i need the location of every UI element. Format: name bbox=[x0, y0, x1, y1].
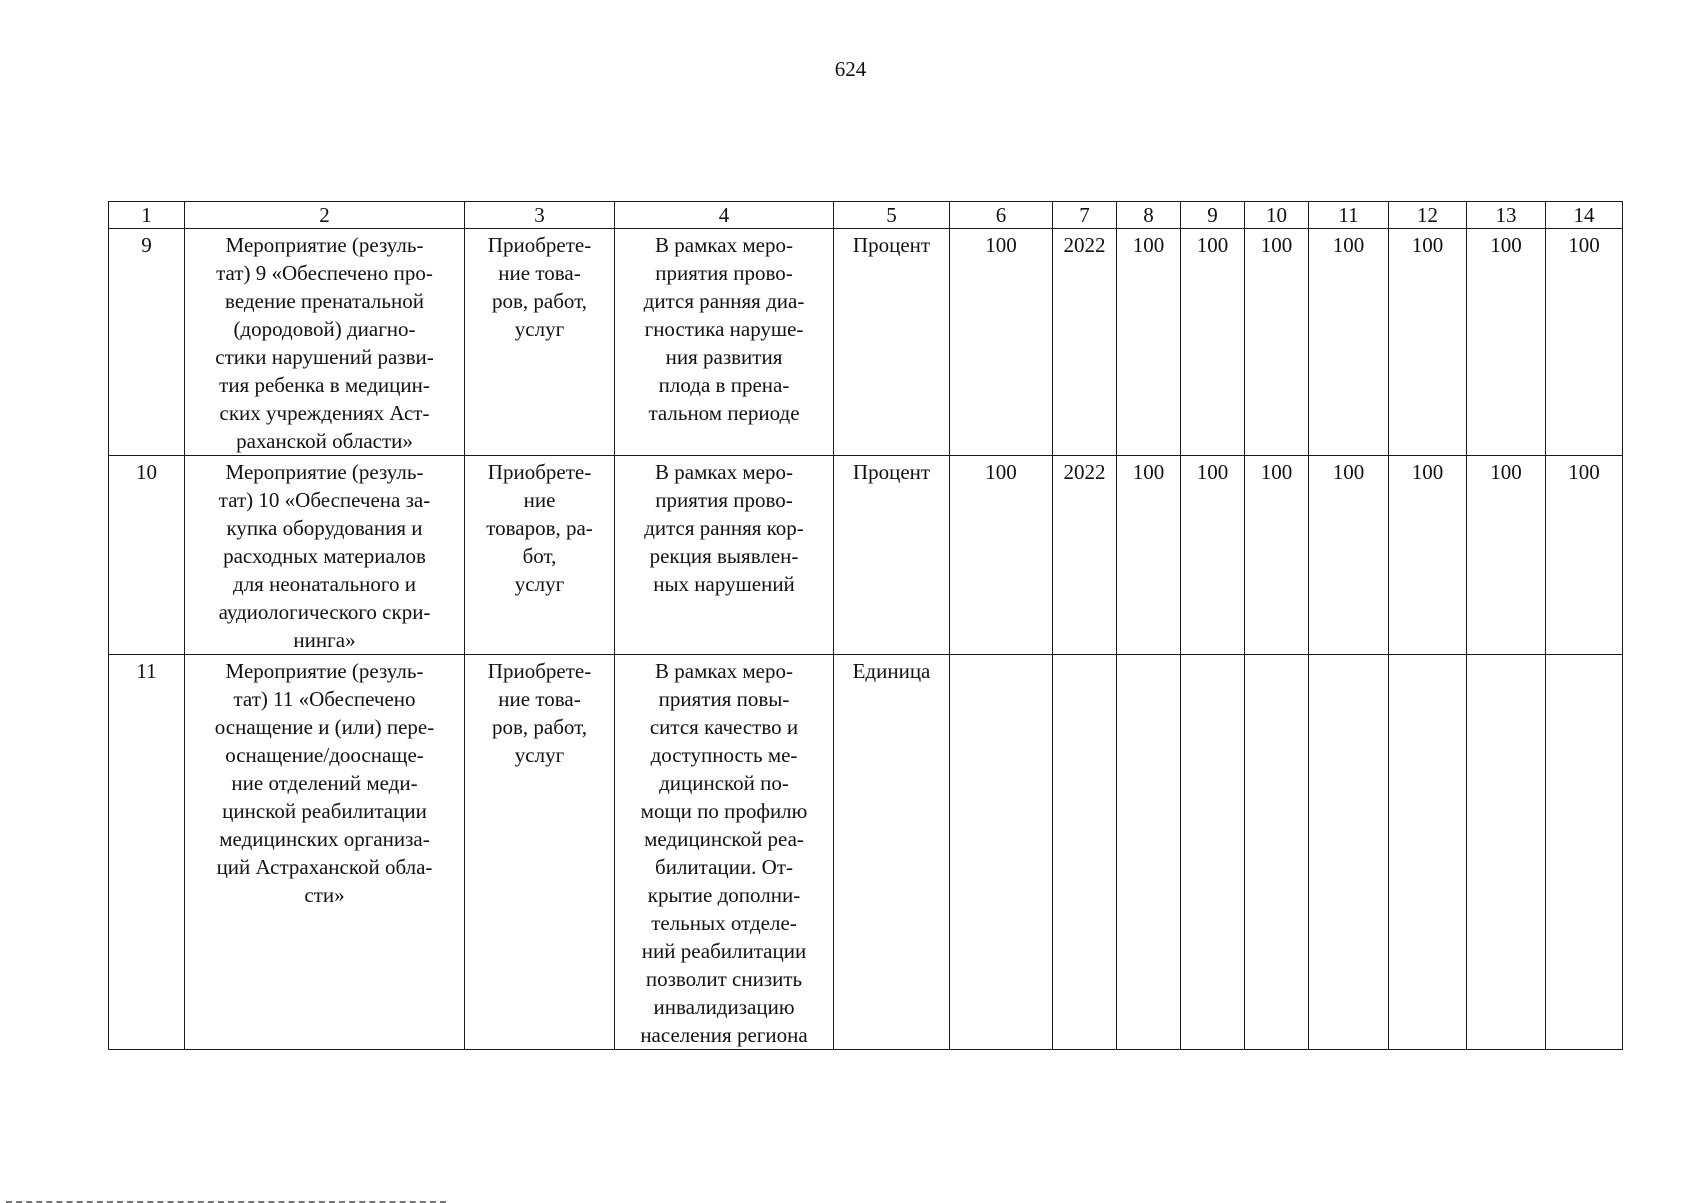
header-cell-7: 7 bbox=[1053, 202, 1117, 229]
header-cell-12: 12 bbox=[1389, 202, 1467, 229]
value-cell-14: 100 bbox=[1546, 229, 1623, 456]
event-description bbox=[615, 655, 834, 1050]
event-name-line: ций Астраханской обла- bbox=[216, 855, 433, 879]
event-name-line: ских учреждениях Аст- bbox=[219, 401, 430, 425]
event-name-line: аудиологического скри- bbox=[218, 600, 431, 624]
header-cell-11: 11 bbox=[1309, 202, 1389, 229]
event-name-line: стики нарушений разви- bbox=[215, 345, 434, 369]
value-cell-11: 100 bbox=[1309, 229, 1389, 456]
event-type bbox=[465, 655, 615, 1050]
event-type-line: товаров, ра- bbox=[486, 516, 593, 540]
event-description-line: приятия прово- bbox=[655, 261, 793, 285]
event-name-line: медицинских организа- bbox=[219, 827, 430, 851]
event-name-line: Мероприятие (резуль- bbox=[225, 659, 424, 683]
value-cell-12: 100 bbox=[1389, 229, 1467, 456]
value-cell-8: 100 bbox=[1117, 456, 1181, 655]
event-description bbox=[615, 456, 834, 655]
event-description-line: В рамках меро- bbox=[655, 460, 793, 484]
event-name-line: сти» bbox=[304, 883, 345, 907]
value-cell-8 bbox=[1117, 655, 1181, 1050]
event-description-line: медицинской реа- bbox=[644, 827, 804, 851]
value-cell-7: 2022 bbox=[1053, 229, 1117, 456]
event-name-line: ведение пренатальной bbox=[225, 289, 424, 313]
event-name-line: цинской реабилитации bbox=[222, 799, 427, 823]
event-type-line: ние това- bbox=[498, 261, 581, 285]
event-type-line: Приобрете- bbox=[487, 233, 592, 257]
event-description-line: тельных отделе- bbox=[651, 911, 797, 935]
event-type-line: ров, работ, bbox=[492, 715, 587, 739]
header-cell-5: 5 bbox=[834, 202, 950, 229]
page-number: 624 bbox=[834, 57, 867, 81]
indicators-table bbox=[108, 201, 1623, 1050]
value-cell-7: 2022 bbox=[1053, 456, 1117, 655]
value-cell-6: 100 bbox=[950, 456, 1053, 655]
unit-cell: Процент bbox=[834, 456, 950, 655]
event-type-line: услуг bbox=[514, 317, 565, 341]
unit-cell: Процент bbox=[834, 229, 950, 456]
value-cell-13: 100 bbox=[1467, 456, 1546, 655]
value-cell-8: 100 bbox=[1117, 229, 1181, 456]
event-description-line: позволит снизить bbox=[645, 967, 803, 991]
event-name-line: оснащение/дооснаще- bbox=[225, 743, 424, 767]
value-cell-9 bbox=[1181, 655, 1245, 1050]
event-description-line: приятия прово- bbox=[655, 488, 793, 512]
event-description-line: ния развития bbox=[665, 345, 783, 369]
event-description-line: тальном периоде bbox=[648, 401, 800, 425]
event-type-line: услуг bbox=[514, 572, 565, 596]
value-cell-7 bbox=[1053, 655, 1117, 1050]
row-number: 10 bbox=[109, 456, 185, 655]
header-cell-10: 10 bbox=[1245, 202, 1309, 229]
row-number: 11 bbox=[109, 655, 185, 1050]
event-name-line: расходных материалов bbox=[223, 544, 426, 568]
event-type-line: ров, работ, bbox=[492, 289, 587, 313]
header-cell-4: 4 bbox=[615, 202, 834, 229]
event-type-line: Приобрете- bbox=[487, 659, 592, 683]
event-name-line: оснащение и (или) пере- bbox=[214, 715, 435, 739]
event-type-line: ние bbox=[523, 488, 556, 512]
header-cell-1: 1 bbox=[109, 202, 185, 229]
header-cell-2: 2 bbox=[185, 202, 465, 229]
event-type bbox=[465, 456, 615, 655]
event-name-line: Мероприятие (резуль- bbox=[225, 233, 424, 257]
event-name-line: для неонатального и bbox=[233, 572, 416, 596]
event-name-line: Мероприятие (резуль- bbox=[225, 460, 424, 484]
unit-cell: Единица bbox=[834, 655, 950, 1050]
value-cell-13: 100 bbox=[1467, 229, 1546, 456]
value-cell-10: 100 bbox=[1245, 456, 1309, 655]
event-description-line: рекция выявлен- bbox=[649, 544, 799, 568]
event-description-line: сится качество и bbox=[649, 715, 799, 739]
value-cell-10 bbox=[1245, 655, 1309, 1050]
value-cell-10: 100 bbox=[1245, 229, 1309, 456]
event-name-line: тат) 10 «Обеспечена за- bbox=[218, 488, 431, 512]
value-cell-9: 100 bbox=[1181, 456, 1245, 655]
event-description-line: дится ранняя кор- bbox=[644, 516, 804, 540]
event-description-line: плода в прена- bbox=[658, 373, 790, 397]
event-description bbox=[615, 229, 834, 456]
header-cell-14: 14 bbox=[1546, 202, 1623, 229]
value-cell-14: 100 bbox=[1546, 456, 1623, 655]
event-type-line: бот, bbox=[522, 544, 557, 568]
event-description-line: дицинской по- bbox=[659, 771, 789, 795]
value-cell-11 bbox=[1309, 655, 1389, 1050]
event-name bbox=[185, 229, 465, 456]
event-description-line: ных нарушений bbox=[653, 572, 795, 596]
event-name-line: тат) 11 «Обеспечено bbox=[233, 687, 416, 711]
event-description-line: В рамках меро- bbox=[655, 659, 793, 683]
table-row bbox=[109, 456, 1623, 655]
header-cell-13: 13 bbox=[1467, 202, 1546, 229]
event-name bbox=[185, 655, 465, 1050]
value-cell-14 bbox=[1546, 655, 1623, 1050]
event-name-line: тат) 9 «Обеспечено про- bbox=[216, 261, 433, 285]
event-description-line: приятия повы- bbox=[658, 687, 790, 711]
event-description-line: доступность ме- bbox=[650, 743, 798, 767]
event-description-line: В рамках меро- bbox=[655, 233, 793, 257]
event-name-line: (дородовой) диагно- bbox=[233, 317, 416, 341]
value-cell-12: 100 bbox=[1389, 456, 1467, 655]
value-cell-6: 100 bbox=[950, 229, 1053, 456]
event-name-line: купка оборудования и bbox=[226, 516, 423, 540]
event-type-line: услуг bbox=[514, 743, 565, 767]
event-type-line: ние това- bbox=[498, 687, 581, 711]
event-description-line: населения региона bbox=[640, 1023, 808, 1047]
header-cell-9: 9 bbox=[1181, 202, 1245, 229]
table-header-row bbox=[109, 202, 1623, 229]
event-name-line: тия ребенка в медицин- bbox=[219, 373, 430, 397]
table-row bbox=[109, 655, 1623, 1050]
event-description-line: гностика наруше- bbox=[644, 317, 804, 341]
event-description-line: билитации. От- bbox=[655, 855, 793, 879]
event-name-line: нинга» bbox=[293, 628, 356, 652]
event-description-line: инвалидизацию bbox=[653, 995, 795, 1019]
event-description-line: мощи по профилю bbox=[640, 799, 808, 823]
event-description-line: крытие дополни- bbox=[647, 883, 801, 907]
value-cell-11: 100 bbox=[1309, 456, 1389, 655]
event-type bbox=[465, 229, 615, 456]
row-number: 9 bbox=[109, 229, 185, 456]
header-cell-8: 8 bbox=[1117, 202, 1181, 229]
header-cell-3: 3 bbox=[465, 202, 615, 229]
event-description-line: дится ранняя диа- bbox=[643, 289, 805, 313]
header-cell-6: 6 bbox=[950, 202, 1053, 229]
event-name-line: раханской области» bbox=[236, 429, 413, 453]
event-description-line: ний реабилитации bbox=[641, 939, 807, 963]
table-row bbox=[109, 229, 1623, 456]
value-cell-9: 100 bbox=[1181, 229, 1245, 456]
value-cell-6 bbox=[950, 655, 1053, 1050]
event-name bbox=[185, 456, 465, 655]
value-cell-13 bbox=[1467, 655, 1546, 1050]
event-type-line: Приобрете- bbox=[487, 460, 592, 484]
value-cell-12 bbox=[1389, 655, 1467, 1050]
event-name-line: ние отделений меди- bbox=[231, 771, 418, 795]
